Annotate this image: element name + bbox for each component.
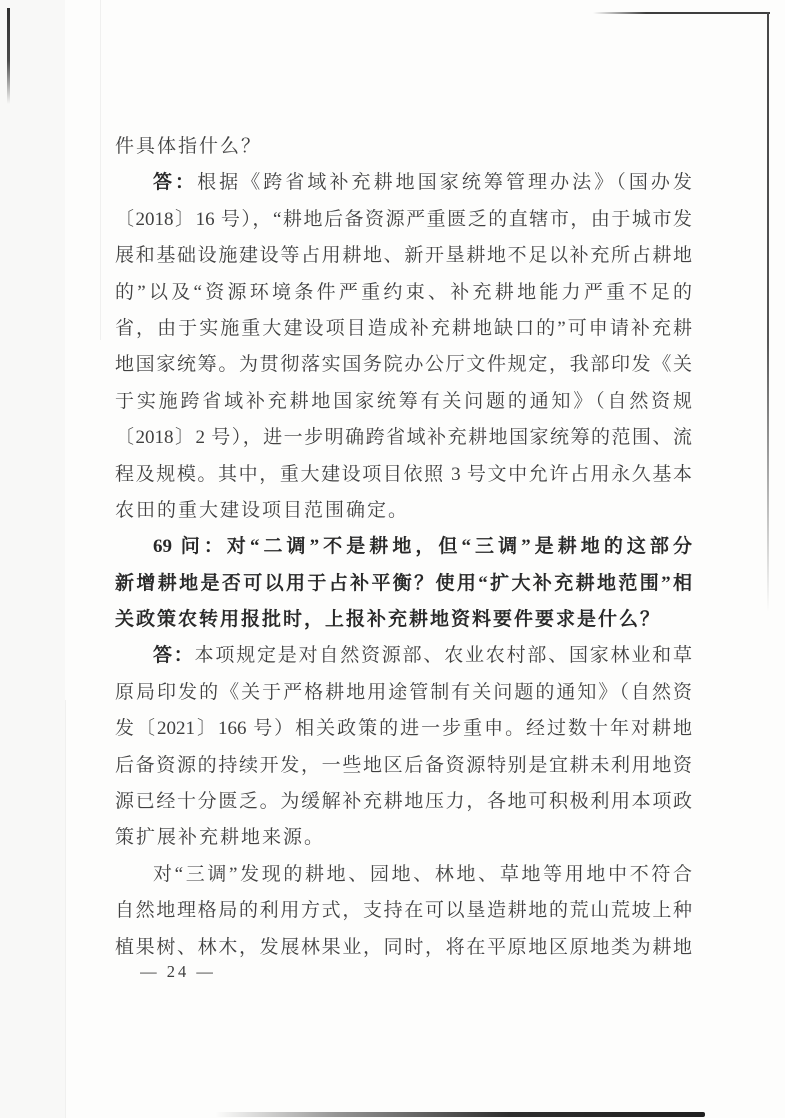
question-line: 新增耕地是否可以用于占补平衡？使用“扩大补充耕地范围”相	[115, 572, 692, 594]
answer-line: 源已经十分匮乏。为缓解补充耕地压力，各地可积极利用本项政	[115, 791, 692, 813]
answer-line: 发〔2021〕166 号）相关政策的进一步重申。经过数十年对耕地	[115, 718, 692, 740]
answer-line: 答：根据《跨省域补充耕地国家统筹管理办法》（国办发	[153, 172, 692, 194]
answer-line: 原局印发的《关于严格耕地用途管制有关问题的通知》（自然资	[115, 681, 692, 703]
scan-shade-left	[0, 0, 65, 1118]
answer-line: 农田的重大建设项目范围确定。	[115, 499, 410, 521]
answer-line: 对“三调”发现的耕地、园地、林地、草地等用地中不符合	[153, 863, 692, 885]
answer-line: 程及规模。其中，重大建设项目依照 3 号文中允许占用永久基本	[115, 463, 692, 485]
question-line: 69 问：对“二调”不是耕地，但“三调”是耕地的这部分	[153, 536, 692, 558]
answer-line: 策扩展补充耕地来源。	[115, 827, 326, 849]
answer-line: 件具体指什么？	[115, 136, 263, 157]
answer-line: 省，由于实施重大建设项目造成补充耕地缺口的”可申请补充耕	[115, 317, 692, 339]
answer-line: 〔2018〕16 号），“耕地后备资源严重匮乏的直辖市，由于城市发	[115, 208, 692, 230]
answer-line: 植果树、林木，发展林果业，同时，将在平原地区原地类为耕地	[115, 936, 692, 958]
answer-line: 〔2018〕2 号），进一步明确跨省域补充耕地国家统筹的范围、流	[115, 427, 692, 449]
answer-line: 地国家统筹。为贯彻落实国务院办公厅文件规定，我部印发《关	[115, 354, 692, 376]
answer-line: 答：本项规定是对自然资源部、农业农村部、国家林业和草	[153, 645, 692, 667]
answer-prefix: 答：	[153, 645, 195, 667]
text-lines	[115, 129, 692, 966]
scan-edge-right-line	[767, 12, 769, 612]
answer-line: 自然地理格局的利用方式，支持在可以垦造耕地的荒山荒坡上种	[115, 900, 692, 922]
scan-edge-left-line	[7, 8, 10, 104]
answer-line: 的”以及“资源环境条件严重约束、补充耕地能力严重不足的	[115, 281, 692, 303]
answer-prefix: 答：	[153, 172, 198, 194]
scan-fold-line-top	[100, 0, 101, 340]
scan-fold-line-bottom	[65, 700, 66, 1118]
answer-line: 后备资源的持续开发，一些地区后备资源特别是宜耕未利用地资	[115, 754, 692, 776]
page-number: — 24 —	[140, 962, 216, 981]
scan-edge-bottom-band	[215, 1112, 705, 1117]
answer-line: 展和基础设施建设等占用耕地、新开垦耕地不足以补充所占耕地	[115, 245, 692, 267]
question-line: 关政策农转用报批时，上报补充耕地资料要件要求是什么？	[115, 609, 662, 631]
scan-edge-top-line	[593, 12, 770, 14]
answer-line: 于实施跨省域补充耕地国家统筹有关问题的通知》（自然资规	[115, 390, 692, 412]
